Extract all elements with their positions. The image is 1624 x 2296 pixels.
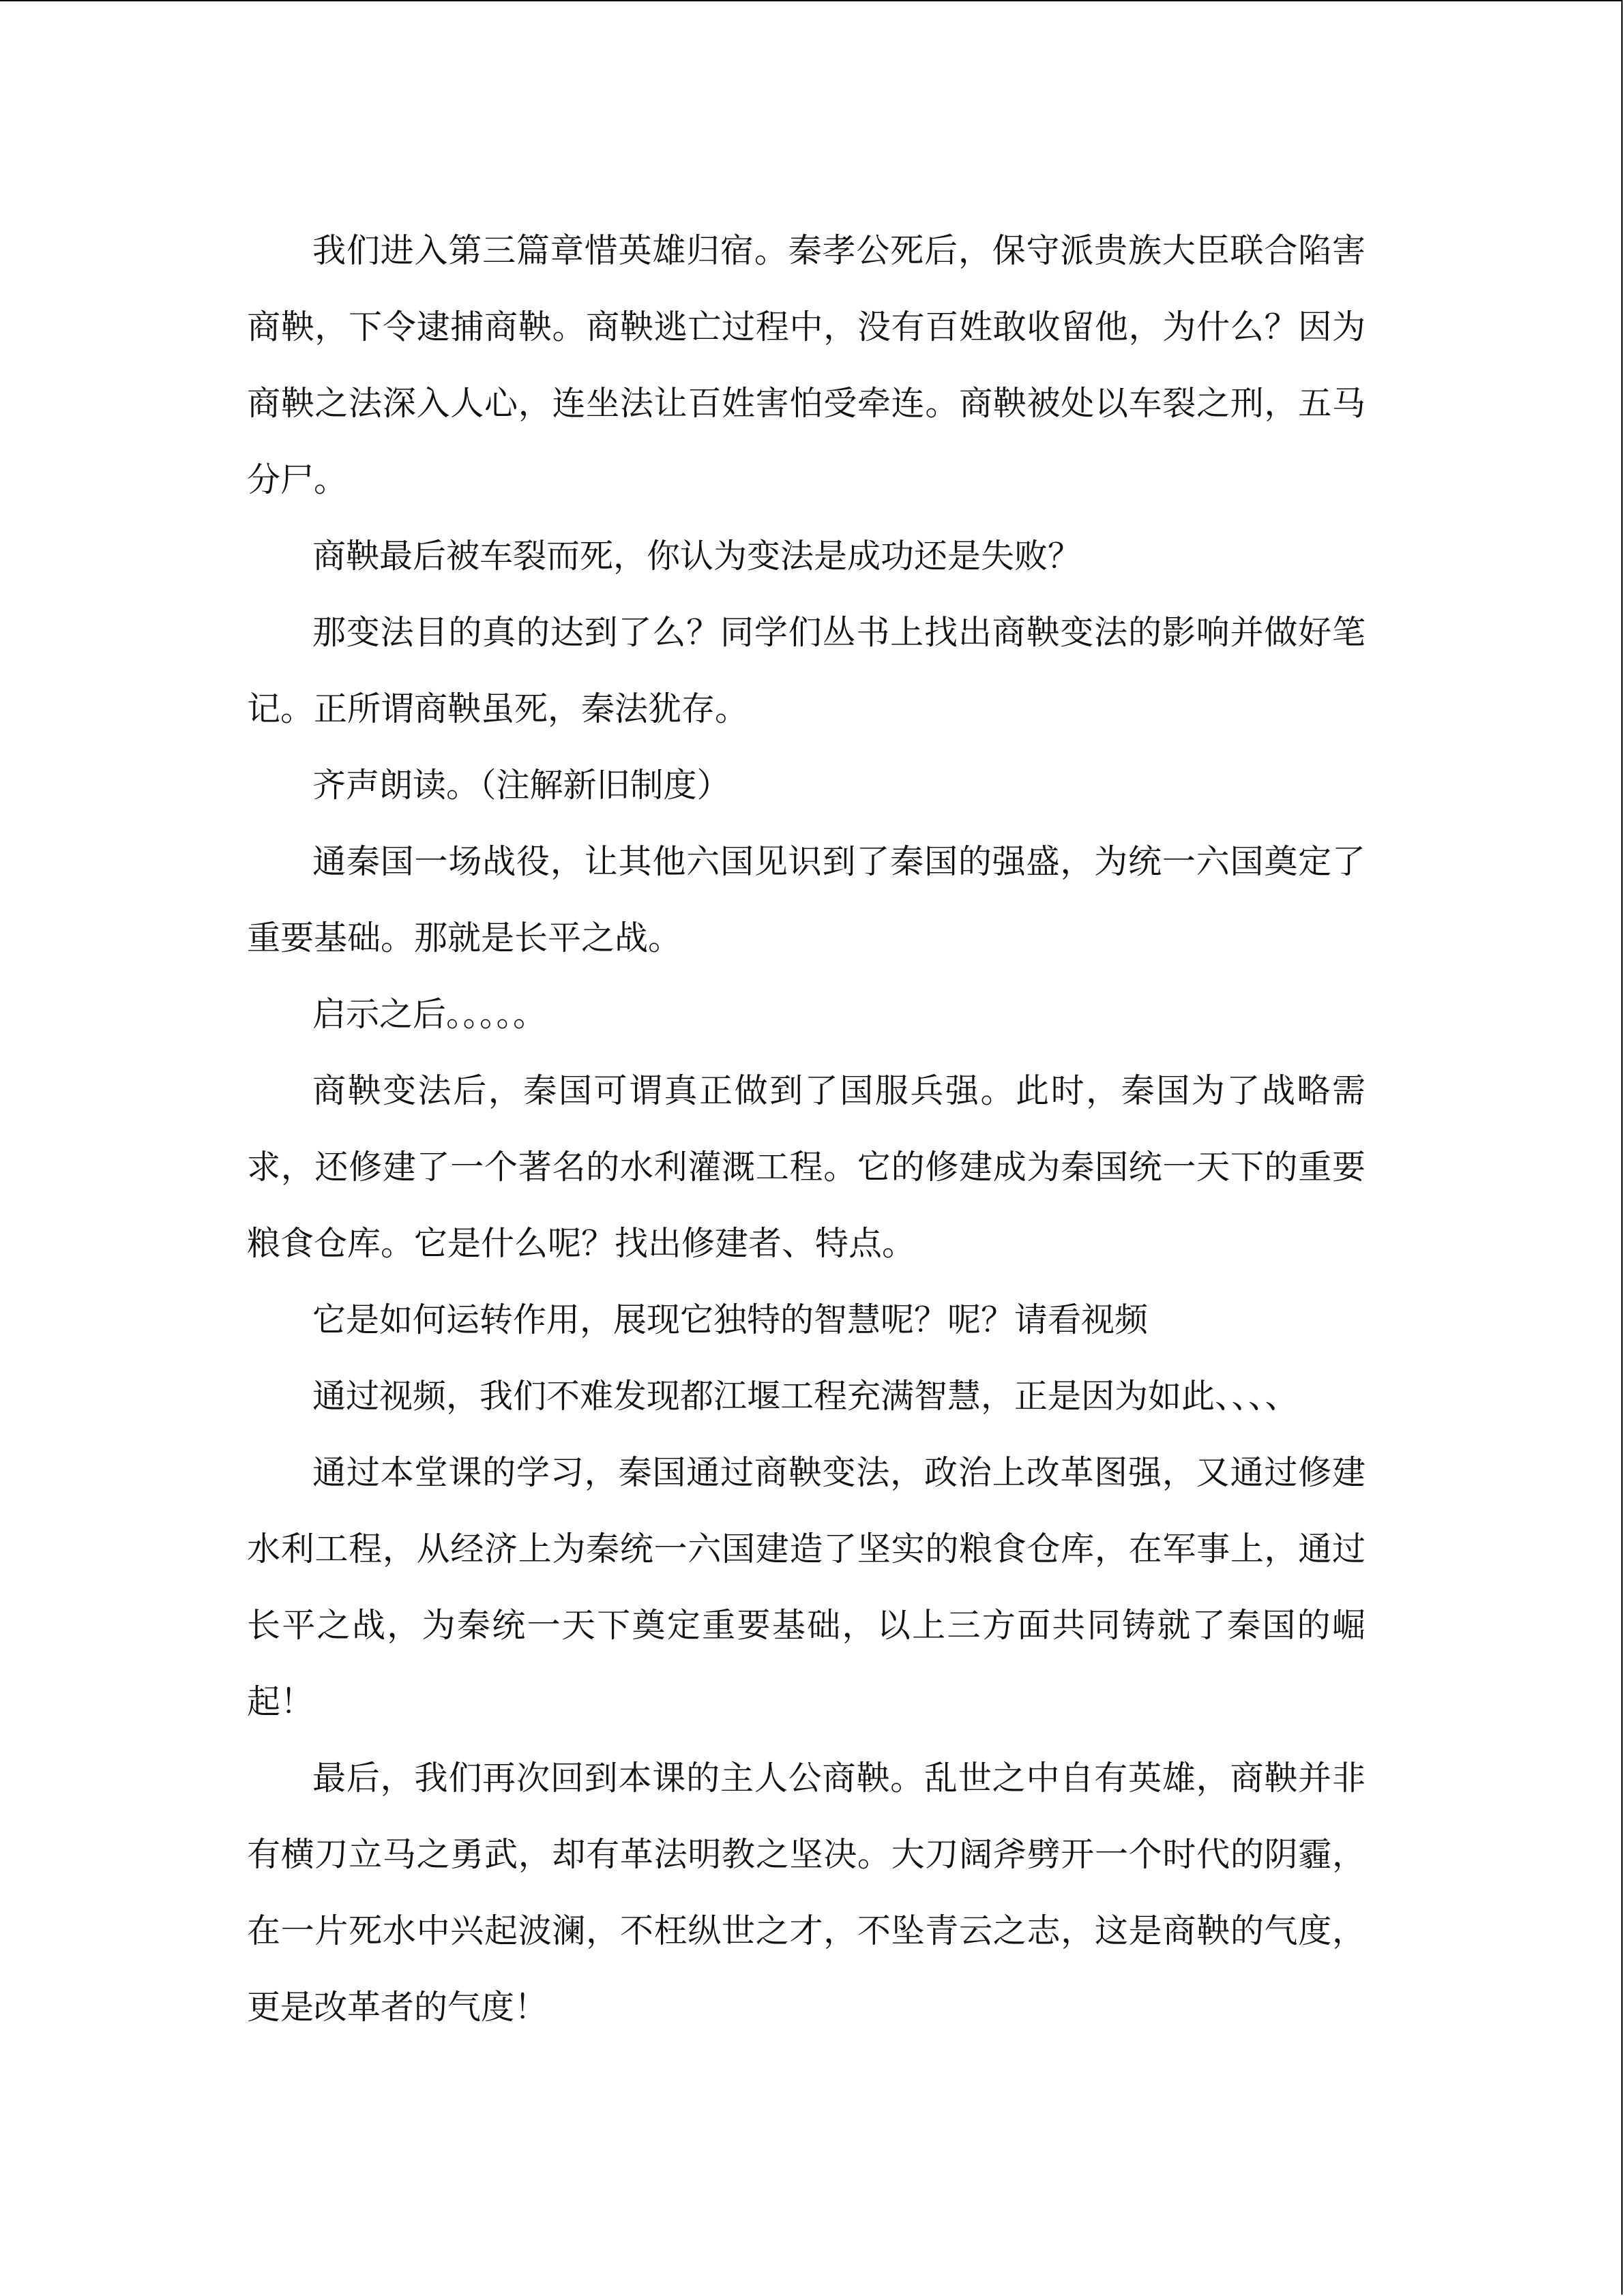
paragraph: 通过本堂课的学习，秦国通过商鞅变法，政治上改革图强，又通过修建水利工程，从经济上为秦统一六国建造了坚实的粮食仓库，在军事上，通过长平之战，为秦统一天下奠定重要基础，以上三方面共同铸就了秦国的崛起！ <box>247 1453 1365 1721</box>
document-body <box>247 213 1365 2046</box>
paragraph: 那变法目的真的达到了么？同学们丛书上找出商鞅变法的影响并做好笔记。正所谓商鞅虽死，秦法犹存。 <box>247 613 1365 728</box>
paragraph: 启示之后。。。。。 <box>312 995 547 1034</box>
paragraph: 商鞅最后被车裂而死，你认为变法是成功还是失败？ <box>312 537 1082 576</box>
paragraph: 齐声朗读。（注解新旧制度） <box>312 766 730 805</box>
paragraph: 最后，我们再次回到本课的主人公商鞅。乱世之中自有英雄，商鞅并非有横刀立马之勇武，却有革法明教之坚决。大刀阔斧劈开一个时代的阴霾，在一片死水中兴起波澜，不枉纵世之才，不坠青云之志，这是商鞅的气度，更是改革者的气度！ <box>247 1759 1365 2027</box>
paragraph: 我们进入第三篇章惜英雄归宿。秦孝公死后，保守派贵族大臣联合陷害商鞅，下令逮捕商鞅。商鞅逃亡过程中，没有百姓敢收留他，为什么？因为商鞅之法深入人心，连坐法让百姓害怕受牵连。商鞅被处以车裂之刑，五马分尸。 <box>247 231 1365 499</box>
paragraph: 商鞅变法后，秦国可谓真正做到了国服兵强。此时，秦国为了战略需求，还修建了一个著名的水利灌溉工程。它的修建成为秦国统一天下的重要粮食仓库。它是什么呢？找出修建者、特点。 <box>247 1071 1365 1263</box>
paragraph: 通过视频，我们不难发现都江堰工程充满智慧，正是因为如此、、、、 <box>312 1377 1299 1416</box>
paragraph: 它是如何运转作用，展现它独特的智慧呢？呢？请看视频 <box>312 1300 1149 1339</box>
paragraph: 通秦国一场战役，让其他六国见识到了秦国的强盛，为统一六国奠定了重要基础。那就是长平之战。 <box>247 842 1365 957</box>
